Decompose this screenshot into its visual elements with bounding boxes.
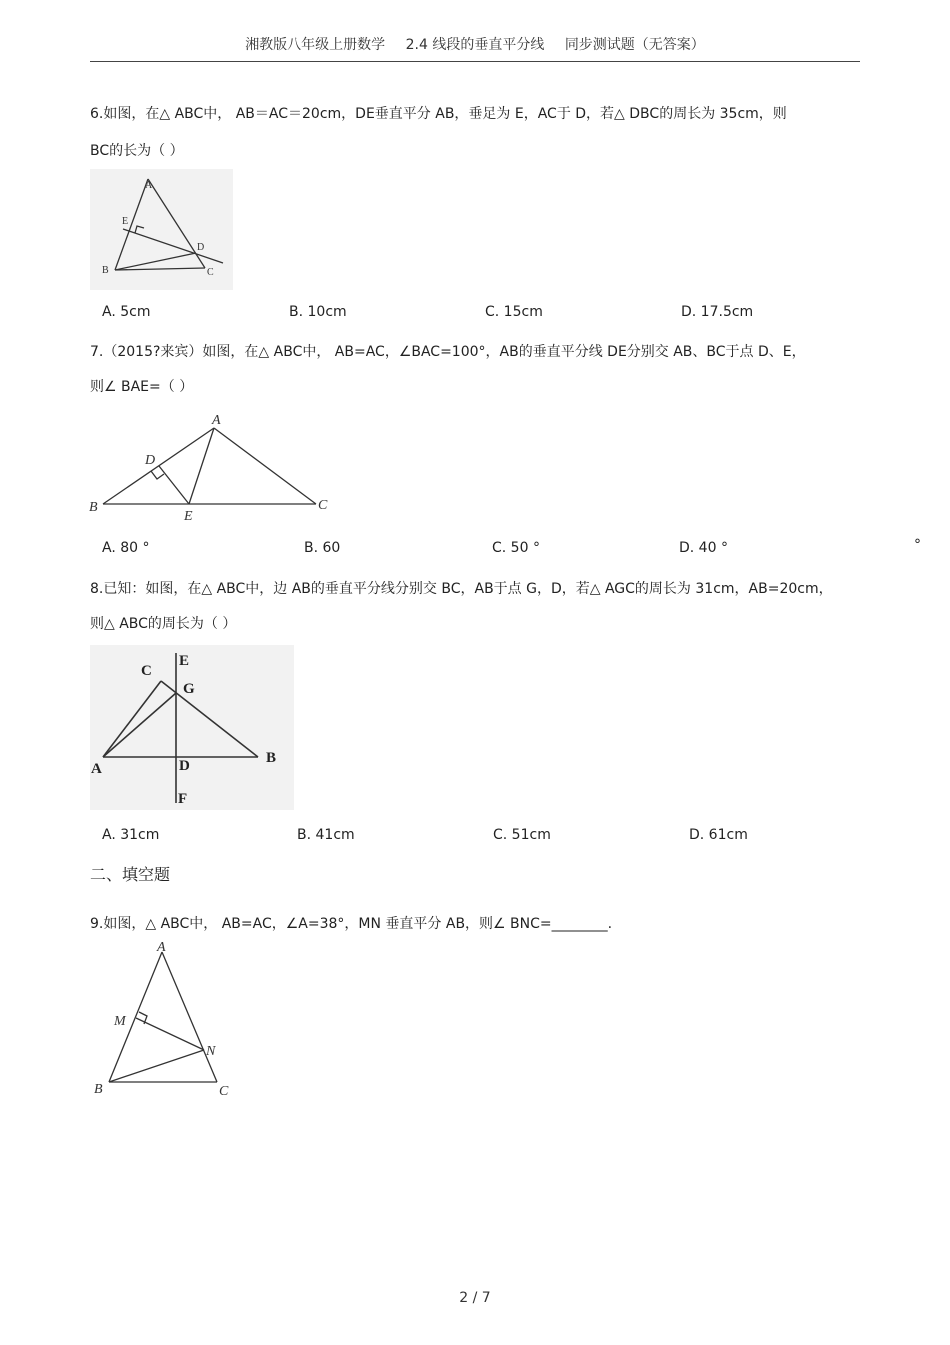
q7-segment-ab	[103, 428, 214, 504]
q9-segment-ac	[162, 952, 217, 1082]
q6-option-b[interactable]: B. 10cm	[289, 304, 347, 320]
q6-text-line2: BC的长为（ ）	[90, 143, 184, 159]
header-test: 同步测试题（无答案）	[564, 37, 705, 53]
page-header	[90, 34, 860, 54]
q6-label-a: A	[145, 180, 153, 191]
q6-label-e: E	[122, 216, 129, 227]
q7-label-a: A	[212, 413, 221, 428]
q7-text-line2: 则∠ BAE=（ ）	[90, 379, 194, 395]
q8-label-e: E	[179, 653, 190, 669]
q8-label-b: B	[266, 750, 277, 766]
q7-segment-de	[159, 466, 189, 504]
q7-right-angle-mark	[151, 471, 164, 479]
q9-segment-bn	[109, 1050, 204, 1082]
q8-figure	[90, 645, 294, 810]
q6-text-line1: 6.如图，在△ ABC中， AB＝AC＝20cm，DE垂直平分 AB，垂足为 E，AC于 D，若△ DBC的周长为 35cm，则	[90, 106, 787, 122]
q7-segment-ae	[189, 428, 214, 504]
q8-text-line1: 8.已知：如图，在△ ABC中，边 AB的垂直平分线分别交 BC，AB于点 G，D，若△ AGC的周长为 31cm，AB=20cm，	[90, 581, 833, 597]
q8-label-a: A	[91, 761, 102, 777]
q7-label-b: B	[89, 500, 98, 515]
q7-option-d[interactable]: D. 40 °	[679, 540, 728, 556]
q9-segment-mn	[136, 1018, 204, 1050]
header-book: 湘教版八年级上册数学	[245, 37, 386, 53]
q8-option-b[interactable]: B. 41cm	[297, 827, 355, 843]
q7-text-line1: 7.（2015?来宾）如图，在△ ABC中， AB=AC，∠BAC=100°，AB的垂直平分线 DE分别交 AB、BC于点 D、E，	[90, 344, 806, 360]
page-number: 2 / 7	[459, 1290, 491, 1306]
q7-option-a[interactable]: A. 80 °	[102, 540, 150, 556]
q7-option-b[interactable]: B. 60	[304, 540, 341, 556]
q8-label-f: F	[178, 791, 188, 807]
q8-option-d[interactable]: D. 61cm	[689, 827, 748, 843]
q9-figure	[90, 942, 240, 1102]
q6-label-c: C	[207, 267, 214, 278]
q9-label-a: A	[157, 942, 166, 955]
q9-label-n: N	[206, 1044, 216, 1059]
q8-label-g: G	[183, 681, 195, 697]
q9-label-c: C	[219, 1084, 229, 1099]
q7-label-d: D	[145, 453, 156, 468]
q9-text-line1: 9.如图，△ ABC中， AB=AC，∠A=38°，MN 垂直平分 AB，则∠ BNC=________.	[90, 916, 613, 932]
q6-figure	[90, 169, 233, 290]
q7-stray-degree: °	[914, 537, 921, 553]
q6-option-c[interactable]: C. 15cm	[485, 304, 543, 320]
q8-option-c[interactable]: C. 51cm	[493, 827, 551, 843]
q7-option-c[interactable]: C. 50 °	[492, 540, 540, 556]
q7-segment-ac	[214, 428, 316, 504]
q7-label-c: C	[318, 498, 328, 513]
q6-option-a[interactable]: A. 5cm	[102, 304, 151, 320]
q9-label-m: M	[114, 1014, 126, 1029]
q9-label-b: B	[94, 1082, 103, 1097]
q6-label-d: D	[197, 242, 205, 253]
header-lesson: 2.4 线段的垂直平分线	[405, 37, 545, 53]
q7-label-e: E	[184, 509, 193, 524]
q8-label-d: D	[179, 758, 190, 774]
header-rule	[90, 61, 860, 62]
q8-option-a[interactable]: A. 31cm	[102, 827, 160, 843]
q6-label-b: B	[102, 265, 109, 276]
q8-figure-bg	[90, 645, 294, 810]
q6-option-d[interactable]: D. 17.5cm	[681, 304, 754, 320]
q8-text-line2: 则△ ABC的周长为（ ）	[90, 616, 237, 632]
section-title: 二、填空题	[90, 865, 171, 884]
q8-label-c: C	[141, 663, 152, 679]
q7-figure	[88, 408, 338, 528]
